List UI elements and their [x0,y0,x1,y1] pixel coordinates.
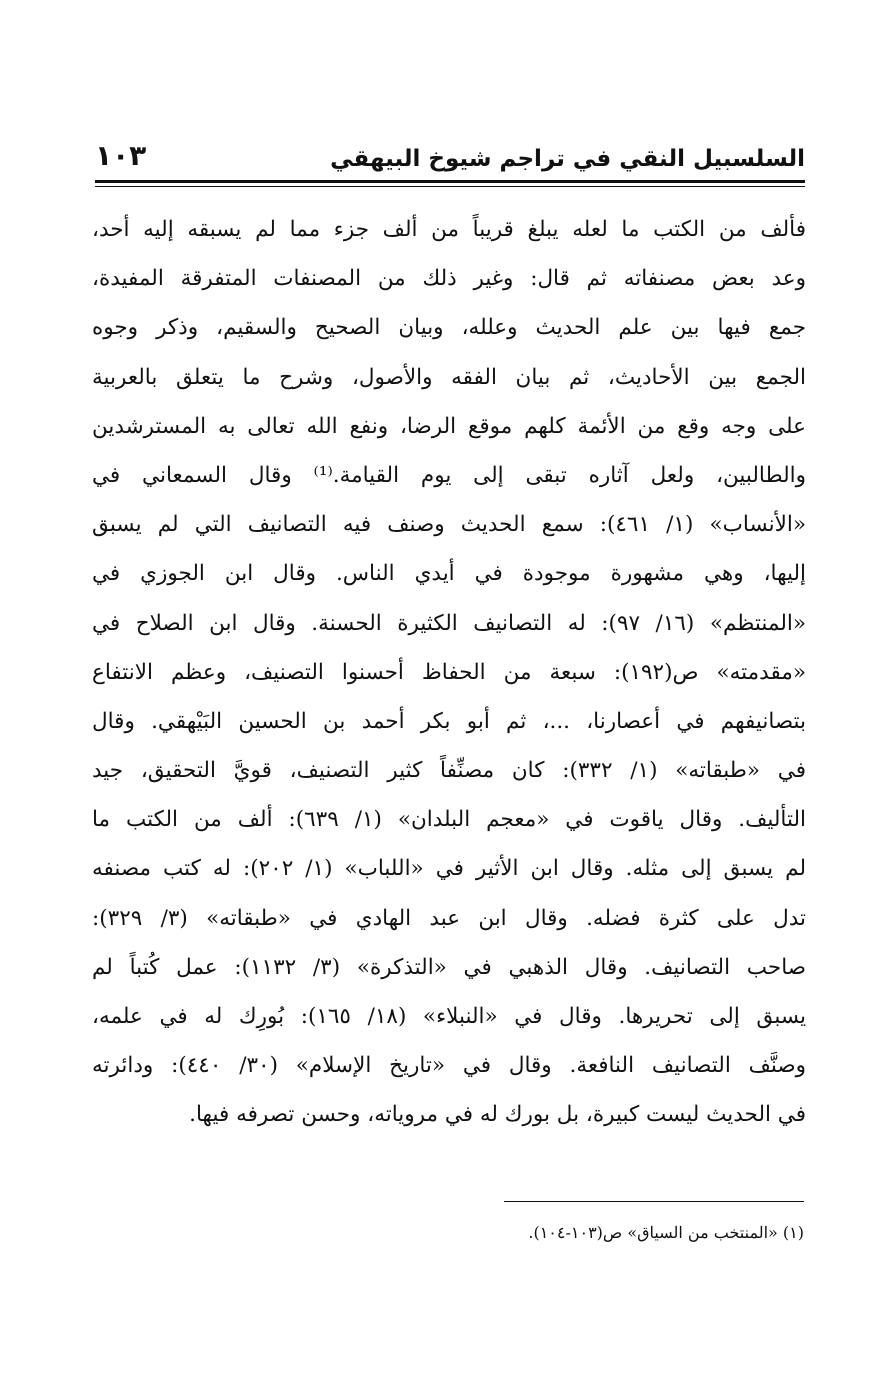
main-text [92,205,806,1140]
text-line: جمع فيها بين علم الحديث وعلله، وبيان الصحيح والسقيم، وذكر وجوه [92,315,806,341]
text-line: «المنتظم» (١٦/ ٩٧): له التصانيف الكثيرة الحسنة. وقال ابن الصلاح في [92,610,806,636]
text-line: وعد بعض مصنفاته ثم قال: وغير ذلك من المصنفات المتفرقة المفيدة، [92,266,806,292]
text-line: التأليف. وقال ياقوت في «معجم البلدان» (١/ ٦٣٩): ألف من الكتب ما [92,807,806,833]
page-number: ١٠٣ [95,139,147,172]
text-line: في الحديث ليست كبيرة، بل بورك له في مروياته، وحسن تصرفه فيها. [189,1102,806,1128]
text-line: على وجه وقع من الأئمة كلهم موقع الرضا، ونفع الله تعالى به المسترشدين [92,413,806,439]
text-line: «مقدمته» ص(١٩٢): سبعة من الحفاظ أحسنوا التصنيف، وعظم الانتفاع [92,659,806,685]
text-line: فألف من الكتب ما لعله يبلغ قريباً من ألف جزء مما لم يسبقه إليه أحد، [92,217,806,242]
footnote: (١) «المنتخب من السياق» ص(١٠٣-١٠٤). [528,1223,804,1242]
text-line: وصنَّف التصانيف النافعة. وقال في «تاريخ الإسلام» (٣٠/ ٤٤٠): ودائرته [92,1053,806,1079]
running-title: السلسبيل النقي في تراجم شيوخ البيهقي [330,146,805,172]
text-line: لم يسبق إلى مثله. وقال ابن الأثير في «اللباب» (١/ ٢٠٢): له كتب مصنفه [92,856,806,882]
text-line: في «طبقاته» (١/ ٣٣٢): كان مصنِّفاً كثير التصنيف، قويَّ التحقيق، جيد [92,758,806,784]
text-line: إليها، وهي مشهورة موجودة في أيدي الناس. وقال ابن الجوزي في [92,561,806,587]
footnote-separator [504,1201,804,1202]
header-rule-thin [95,186,805,187]
text-line: «الأنساب» (١/ ٤٦١): سمع الحديث وصنف فيه التصانيف التي لم يسبق [92,512,806,538]
page-header [95,139,805,178]
text-line: تدل على كثرة فضله. وقال ابن عبد الهادي في «طبقاته» (٣/ ٣٢٩): [92,905,806,931]
text-line: صاحب التصانيف. وقال الذهبي في «التذكرة» (٣/ ١١٣٢): عمل كُتباً لم [92,954,806,980]
text-line: والطالبين، ولعل آثاره تبقى إلى يوم القيامة.⁽¹⁾ وقال السمعاني في [92,462,806,488]
text-line: الجمع بين الأحاديث، ثم بيان الفقه والأصول، وشرح ما يتعلق بالعربية [92,364,806,390]
text-line: يسبق إلى تحريرها. وقال في «النبلاء» (١٨/ ١٦٥): بُورِك له في علمه، [92,1004,806,1029]
text-line: بتصانيفهم في أعصارنا، ...، ثم أبو بكر أحمد بن الحسين البَيْهقي. وقال [92,708,806,734]
header-rule-thick [95,180,805,183]
